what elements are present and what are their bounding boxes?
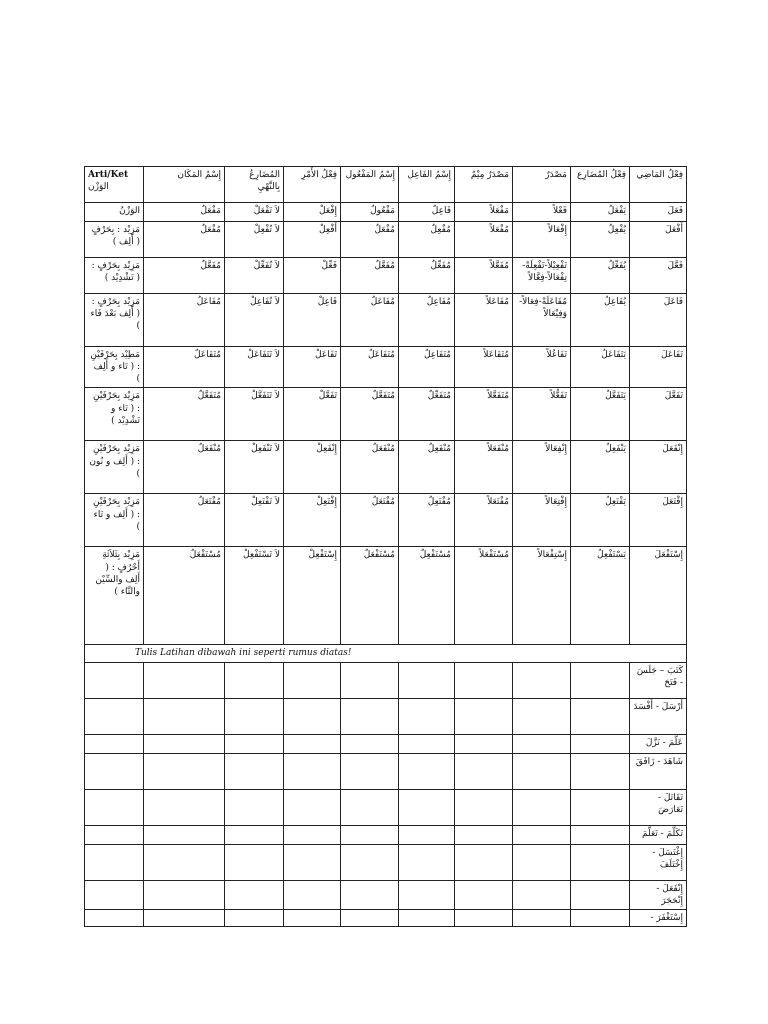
exercise-answer-cell[interactable] xyxy=(284,753,341,789)
exercise-answer-cell[interactable] xyxy=(513,825,571,844)
table-cell: لاَ تَفْتَعِلْ xyxy=(225,494,284,547)
exercise-verb: شَاهَدَ - زَافَقَ xyxy=(630,753,687,789)
exercise-answer-cell[interactable] xyxy=(85,734,144,753)
table-cell: يَفْعَلُ xyxy=(571,203,630,222)
table-cell: تَفَعُّلاً xyxy=(513,388,571,441)
exercise-verb: عَلَّمَ - نَزَّلَ xyxy=(630,734,687,753)
table-cell: إِسْتَفْعِلْ xyxy=(284,547,341,645)
table-cell: مُفْتَعَلٌ xyxy=(341,494,399,547)
exercise-answer-cell[interactable] xyxy=(341,662,399,698)
exercise-answer-cell[interactable] xyxy=(341,753,399,789)
table-cell: مَفْعَلاً xyxy=(455,203,513,222)
exercise-answer-cell[interactable] xyxy=(144,825,225,844)
exercise-answer-cell[interactable] xyxy=(284,844,341,880)
table-cell: تَفَعَّلْ xyxy=(284,388,341,441)
exercise-answer-cell[interactable] xyxy=(399,825,455,844)
exercise-answer-cell[interactable] xyxy=(399,844,455,880)
table-cell: مُفَعَّلٌ xyxy=(341,258,399,294)
table-cell: مُنْفَعَلٌ xyxy=(341,441,399,494)
header-row xyxy=(85,167,687,203)
table-cell: إِسْتَفْعَلَ xyxy=(630,547,687,645)
table-row xyxy=(85,222,687,258)
exercise-answer-cell[interactable] xyxy=(85,844,144,880)
row-label: مَزِيْد بِحَرْفَيْنِ : ( تَاء و تَشْدِيْد ) xyxy=(85,388,144,441)
table-cell: مُفَاعَلاً xyxy=(455,294,513,347)
exercise-answer-cell[interactable] xyxy=(513,753,571,789)
table-cell: يَتَفَاعَلُ xyxy=(571,347,630,388)
exercise-answer-cell[interactable] xyxy=(144,909,225,926)
exercise-row xyxy=(85,662,687,698)
table-cell: فَعِّلْ xyxy=(284,258,341,294)
table-cell: مَفْعُولٌ xyxy=(341,203,399,222)
table-cell: إِفْعَلْ xyxy=(284,203,341,222)
exercise-answer-cell[interactable] xyxy=(341,734,399,753)
exercise-answer-cell[interactable] xyxy=(455,909,513,926)
row-label: مَزِيْد بِثَلاَثَةِ أَحْرُفٍ : ( أَلِف والسِّيْن والتَّاء ) xyxy=(85,547,144,645)
exercise-answer-cell[interactable] xyxy=(225,844,284,880)
exercise-answer-cell[interactable] xyxy=(225,789,284,825)
instruction-text: Tulis Latihan dibawah ini seperti rumus diatas! xyxy=(85,645,687,662)
table-cell: يَسْتَفْعِلُ xyxy=(571,547,630,645)
table-row xyxy=(85,347,687,388)
table-cell: إِنْفِعَالاً xyxy=(513,441,571,494)
row-label: مَطِيْد بِحَرْفَيْنِ : ( تَاء و أَلِف ) xyxy=(85,347,144,388)
table-cell: إِفْعَالاً xyxy=(513,222,571,258)
exercise-answer-cell[interactable] xyxy=(85,880,144,909)
table-cell: مُفَاعِلٌ xyxy=(399,294,455,347)
exercise-answer-cell[interactable] xyxy=(341,825,399,844)
table-cell: مُفْتَعِلٌ xyxy=(399,494,455,547)
table-cell: يَتَفَعَّلُ xyxy=(571,388,630,441)
table-cell: تَفَاعُلاً xyxy=(513,347,571,388)
table-row xyxy=(85,494,687,547)
exercise-answer-cell[interactable] xyxy=(571,880,630,909)
table-cell: لاَ تُفَاعِلْ xyxy=(225,294,284,347)
exercise-answer-cell[interactable] xyxy=(144,789,225,825)
table-row xyxy=(85,388,687,441)
table-row xyxy=(85,203,687,222)
table-cell: مُسْتَفْعَلاً xyxy=(455,547,513,645)
table-cell: مُفْعَلٌ xyxy=(144,222,225,258)
tashrif-table xyxy=(84,166,687,927)
table-cell: لاَ تَنْفَعِلْ xyxy=(225,441,284,494)
table-cell: مُتَفَعَّلاً xyxy=(455,388,513,441)
table-cell: مُفَاعَلٌ xyxy=(144,294,225,347)
table-cell: مُفْتَعَلاً xyxy=(455,494,513,547)
row-label: مَزِيْد : بِحَرْفٍ ( أَلِف ) xyxy=(85,222,144,258)
exercise-answer-cell[interactable] xyxy=(513,909,571,926)
exercise-row xyxy=(85,844,687,880)
exercise-verb: كَتَبَ – جَلَسَ - فَتَحَ xyxy=(630,662,687,698)
table-row xyxy=(85,441,687,494)
exercise-answer-cell[interactable] xyxy=(571,789,630,825)
table-cell: مُفْتَعَلٌ xyxy=(144,494,225,547)
header-cell: إِسْمُ المَفْعُول xyxy=(341,167,399,203)
exercise-answer-cell[interactable] xyxy=(513,880,571,909)
table-cell: مُنْفَعَلاً xyxy=(455,441,513,494)
exercise-answer-cell[interactable] xyxy=(144,880,225,909)
exercise-row xyxy=(85,734,687,753)
table-cell: أَفْعَلَ xyxy=(630,222,687,258)
exercise-answer-cell[interactable] xyxy=(571,909,630,926)
table-cell: لاَ تَتَفَاعَلْ xyxy=(225,347,284,388)
exercise-answer-cell[interactable] xyxy=(284,789,341,825)
table-row xyxy=(85,547,687,645)
table-cell: تَفْعِيْلاً-تَفْعِلَةً-تِفْعَالاً-فِعَّالاً xyxy=(513,258,571,294)
exercise-answer-cell[interactable] xyxy=(455,662,513,698)
exercise-answer-cell[interactable] xyxy=(399,753,455,789)
exercise-answer-cell[interactable] xyxy=(85,789,144,825)
header-cell: إِسْمُ الفَاعِل xyxy=(399,167,455,203)
exercise-answer-cell[interactable] xyxy=(571,698,630,734)
exercise-verb: إِنْفَعَلَ - إِنْحَجَرَ xyxy=(630,880,687,909)
exercise-answer-cell[interactable] xyxy=(513,734,571,753)
table-cell: مُفَاعَلَةً-فِعَالاً-وَفِيْعَالاً xyxy=(513,294,571,347)
table-cell: لاَ تَفْعَلْ xyxy=(225,203,284,222)
exercise-verb: إِسْتَغْفَرَ - xyxy=(630,909,687,926)
table-cell: مُتَفَاعِلٌ xyxy=(399,347,455,388)
table-cell: إِفْتِعَالاً xyxy=(513,494,571,547)
exercise-answer-cell[interactable] xyxy=(513,662,571,698)
exercise-answer-cell[interactable] xyxy=(455,753,513,789)
table-cell: فَاعَلَ xyxy=(630,294,687,347)
table-cell: لاَ تَتَفَعَّلْ xyxy=(225,388,284,441)
exercise-answer-cell[interactable] xyxy=(455,698,513,734)
exercise-answer-cell[interactable] xyxy=(144,734,225,753)
exercise-answer-cell[interactable] xyxy=(85,698,144,734)
exercise-answer-cell[interactable] xyxy=(225,734,284,753)
header-cell: فِعْلُ الأَمْرِ xyxy=(284,167,341,203)
exercise-answer-cell[interactable] xyxy=(284,734,341,753)
header-cell: فِعْلُ المُضَارِع xyxy=(571,167,630,203)
table-cell: فَعْلاً xyxy=(513,203,571,222)
exercise-answer-cell[interactable] xyxy=(455,789,513,825)
table-cell: مُفَعِّلٌ xyxy=(399,258,455,294)
exercise-answer-cell[interactable] xyxy=(144,844,225,880)
exercise-verb: تَقَاتَلَ - تَعَارَضَ xyxy=(630,789,687,825)
exercise-answer-cell[interactable] xyxy=(513,844,571,880)
table-cell: يُفَعِّلُ xyxy=(571,258,630,294)
table-cell: مُفَعَّلاً xyxy=(455,258,513,294)
exercise-answer-cell[interactable] xyxy=(85,825,144,844)
exercise-verb: إِغْتَسَلَ - إِخْتَلَفَ xyxy=(630,844,687,880)
table-cell: مُنْفَعَلٌ xyxy=(144,441,225,494)
table-cell: مُتَفَعَّلٌ xyxy=(144,388,225,441)
exercise-answer-cell[interactable] xyxy=(455,844,513,880)
row-label: مَزِيْد بِحَرْفَيْنِ : ( أَلِف و تَاء ) xyxy=(85,494,144,547)
exercise-answer-cell[interactable] xyxy=(341,909,399,926)
exercise-answer-cell[interactable] xyxy=(571,734,630,753)
table-cell: مُفْعَلٌ xyxy=(341,222,399,258)
exercise-answer-cell[interactable] xyxy=(513,698,571,734)
row-label: الوَزْنُ xyxy=(85,203,144,222)
exercise-answer-cell[interactable] xyxy=(144,698,225,734)
exercise-answer-cell[interactable] xyxy=(144,662,225,698)
instruction-row xyxy=(85,645,687,662)
exercise-answer-cell[interactable] xyxy=(399,909,455,926)
exercise-answer-cell[interactable] xyxy=(284,825,341,844)
exercise-answer-cell[interactable] xyxy=(225,753,284,789)
exercise-answer-cell[interactable] xyxy=(85,909,144,926)
exercise-answer-cell[interactable] xyxy=(225,662,284,698)
table-cell: يُفَاعِلُ xyxy=(571,294,630,347)
exercise-answer-cell[interactable] xyxy=(225,880,284,909)
table-cell: إِفْتَعَلَ xyxy=(630,494,687,547)
table-cell: لاَ تُفَعِّلْ xyxy=(225,258,284,294)
exercise-answer-cell[interactable] xyxy=(225,698,284,734)
table-cell: مُسْتَفْعِلٌ xyxy=(399,547,455,645)
exercise-answer-cell[interactable] xyxy=(513,789,571,825)
header-arti-label: Arti/Ket xyxy=(88,170,129,180)
exercise-answer-cell[interactable] xyxy=(455,734,513,753)
table-cell: يُفْعِلُ xyxy=(571,222,630,258)
exercise-answer-cell[interactable] xyxy=(399,880,455,909)
exercise-answer-cell[interactable] xyxy=(571,662,630,698)
table-cell: مُفَاعَلٌ xyxy=(341,294,399,347)
exercise-answer-cell[interactable] xyxy=(399,698,455,734)
exercise-row xyxy=(85,753,687,789)
exercise-row xyxy=(85,825,687,844)
exercise-answer-cell[interactable] xyxy=(455,880,513,909)
exercise-answer-cell[interactable] xyxy=(399,734,455,753)
table-cell: إِنْفَعِلْ xyxy=(284,441,341,494)
table-cell: يَنْفَعِلُ xyxy=(571,441,630,494)
exercise-answer-cell[interactable] xyxy=(341,789,399,825)
exercise-answer-cell[interactable] xyxy=(284,662,341,698)
row-label: مَزِيْد بِحَرْفٍ : ( تَشْدِيْد ) xyxy=(85,258,144,294)
table-row xyxy=(85,294,687,347)
table-cell: يَفْتَعِلُ xyxy=(571,494,630,547)
table-cell: مُفْعِلٌ xyxy=(399,222,455,258)
header-cell: فِعْلُ المَاضِي xyxy=(630,167,687,203)
exercise-answer-cell[interactable] xyxy=(399,662,455,698)
table-cell: فَعَلَ xyxy=(630,203,687,222)
table-cell: مُتَفَاعَلٌ xyxy=(341,347,399,388)
table-cell: فَعَّلَ xyxy=(630,258,687,294)
exercise-answer-cell[interactable] xyxy=(225,909,284,926)
table-cell: مُنْفَعِلٌ xyxy=(399,441,455,494)
row-label: مَزِيْد بِحَرْفٍ : ( أَلِف بَعْدَ فَاء ) xyxy=(85,294,144,347)
exercise-verb: تَكَلَّمَ - تَعَلَّمَ xyxy=(630,825,687,844)
table-cell: مُسْتَفْعَلٌ xyxy=(144,547,225,645)
exercise-answer-cell[interactable] xyxy=(225,825,284,844)
table-cell: إِفْتَعِلْ xyxy=(284,494,341,547)
header-cell-arti xyxy=(85,167,144,203)
header-cell: إِسْمُ المَكَان xyxy=(144,167,225,203)
exercise-answer-cell[interactable] xyxy=(284,909,341,926)
table-cell: مَفْعَلٌ xyxy=(144,203,225,222)
table-cell: مُفْعَلاً xyxy=(455,222,513,258)
exercise-answer-cell[interactable] xyxy=(341,698,399,734)
header-wazn-label: الوَزْن xyxy=(88,182,109,193)
exercise-row xyxy=(85,789,687,825)
exercise-answer-cell[interactable] xyxy=(571,753,630,789)
table-cell: لاَ تُفْعِلْ xyxy=(225,222,284,258)
table-cell: مُتَفَعِّلٌ xyxy=(399,388,455,441)
exercise-row xyxy=(85,909,687,926)
exercise-answer-cell[interactable] xyxy=(341,844,399,880)
table-cell: لاَ تَسْتَفْعِلْ xyxy=(225,547,284,645)
table-cell: مُتَفَاعَلٌ xyxy=(144,347,225,388)
table-cell: تَفَعَّلَ xyxy=(630,388,687,441)
exercise-answer-cell[interactable] xyxy=(571,825,630,844)
table-cell: مُتَفَاعَلاً xyxy=(455,347,513,388)
exercise-answer-cell[interactable] xyxy=(284,698,341,734)
exercise-row xyxy=(85,880,687,909)
exercise-answer-cell[interactable] xyxy=(399,789,455,825)
table-cell: تَفَاعَلْ xyxy=(284,347,341,388)
exercise-answer-cell[interactable] xyxy=(144,753,225,789)
table-cell: فَاعِلْ xyxy=(284,294,341,347)
table-cell: إِنْفَعَلَ xyxy=(630,441,687,494)
header-cell: المُضَارِعُ بِالنَّهْيِ xyxy=(225,167,284,203)
row-label: مَزِيْد بِحَرْفَيْنِ : ( أَلِف و نُون ) xyxy=(85,441,144,494)
table-cell: فَاعِلٌ xyxy=(399,203,455,222)
table-cell: مُتَفَعَّلٌ xyxy=(341,388,399,441)
table-cell: أَفْعِلْ xyxy=(284,222,341,258)
exercise-answer-cell[interactable] xyxy=(455,825,513,844)
header-cell: مَصْدَرٌ xyxy=(513,167,571,203)
exercise-row xyxy=(85,698,687,734)
header-cell: مَصْدَرٌ مِيْمٌ xyxy=(455,167,513,203)
table-cell: تَفَاعَلَ xyxy=(630,347,687,388)
exercise-answer-cell[interactable] xyxy=(284,880,341,909)
table-cell: مُسْتَفْعَلٌ xyxy=(341,547,399,645)
exercise-answer-cell[interactable] xyxy=(85,753,144,789)
exercise-verb: أَرْسَلَ - أَفْسَدَ xyxy=(630,698,687,734)
exercise-answer-cell[interactable] xyxy=(571,844,630,880)
exercise-answer-cell[interactable] xyxy=(341,880,399,909)
table-cell: إِسْتِفْعَالاً xyxy=(513,547,571,645)
exercise-answer-cell[interactable] xyxy=(85,662,144,698)
table-cell: مُفَعَّلٌ xyxy=(144,258,225,294)
table-row xyxy=(85,258,687,294)
